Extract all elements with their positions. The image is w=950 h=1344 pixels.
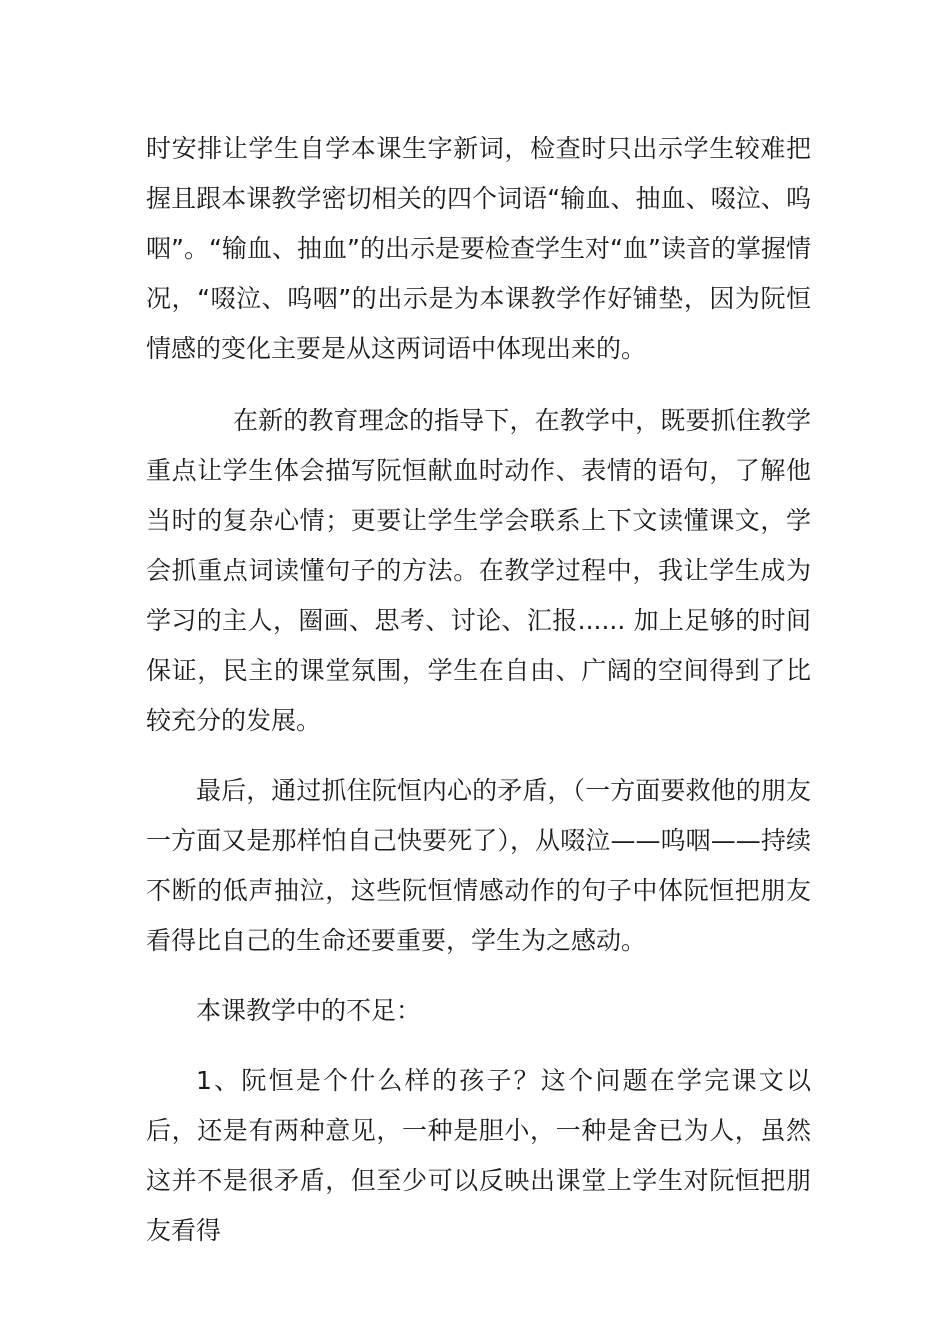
list-item-shortcoming-1: 1、阮恒是个什么样的孩子？这个问题在学完课文以后，还是有两种意见，一种是胆小，一种是舍已为人，虽然这并不是很矛盾，但至少可以反映出课堂上学生对阮恒把朋友看得	[146, 1066, 811, 1245]
paragraph-preview-words: 时安排让学生自学本课生字新词，检查时只出示学生较难把握且跟本课教学密切相关的四个词语“输血、抽血、啜泣、呜咽”。“输血、抽血”的出示是要检查学生对“血”读音的掌握情况，“啜泣、呜咽”的出示是为本课教学作好铺垫，因为阮恒情感的变化主要是从这两词语中体现出来的。	[146, 134, 811, 363]
paragraph-conclusion: 最后，通过抓住阮恒内心的矛盾，（一方面要救他的朋友一方面又是那样怕自己快要死了），从啜泣——呜咽——持续不断的低声抽泣，这些阮恒情感动作的句子中体阮恒把朋友看得比自己的生命还要重要，学生为之感动。	[146, 776, 811, 955]
paragraph-teaching-approach: 在新的教育理念的指导下，在教学中，既要抓住教学重点让学生体会描写阮恒献血时动作、表情的语句，了解他当时的复杂心情；更要让学生学会联系上下文读懂课文，学会抓重点词读懂句子的方法。在教学过程中，我让学生成为学习的主人，圈画、思考、讨论、汇报...... 加上足够的时间保证，民主的课堂氛围，学生在自由、广阔的空间得到了比较充分的发展。	[146, 406, 811, 735]
section-heading-shortcomings: 本课教学中的不足：	[196, 996, 422, 1025]
document-body	[146, 124, 811, 1256]
